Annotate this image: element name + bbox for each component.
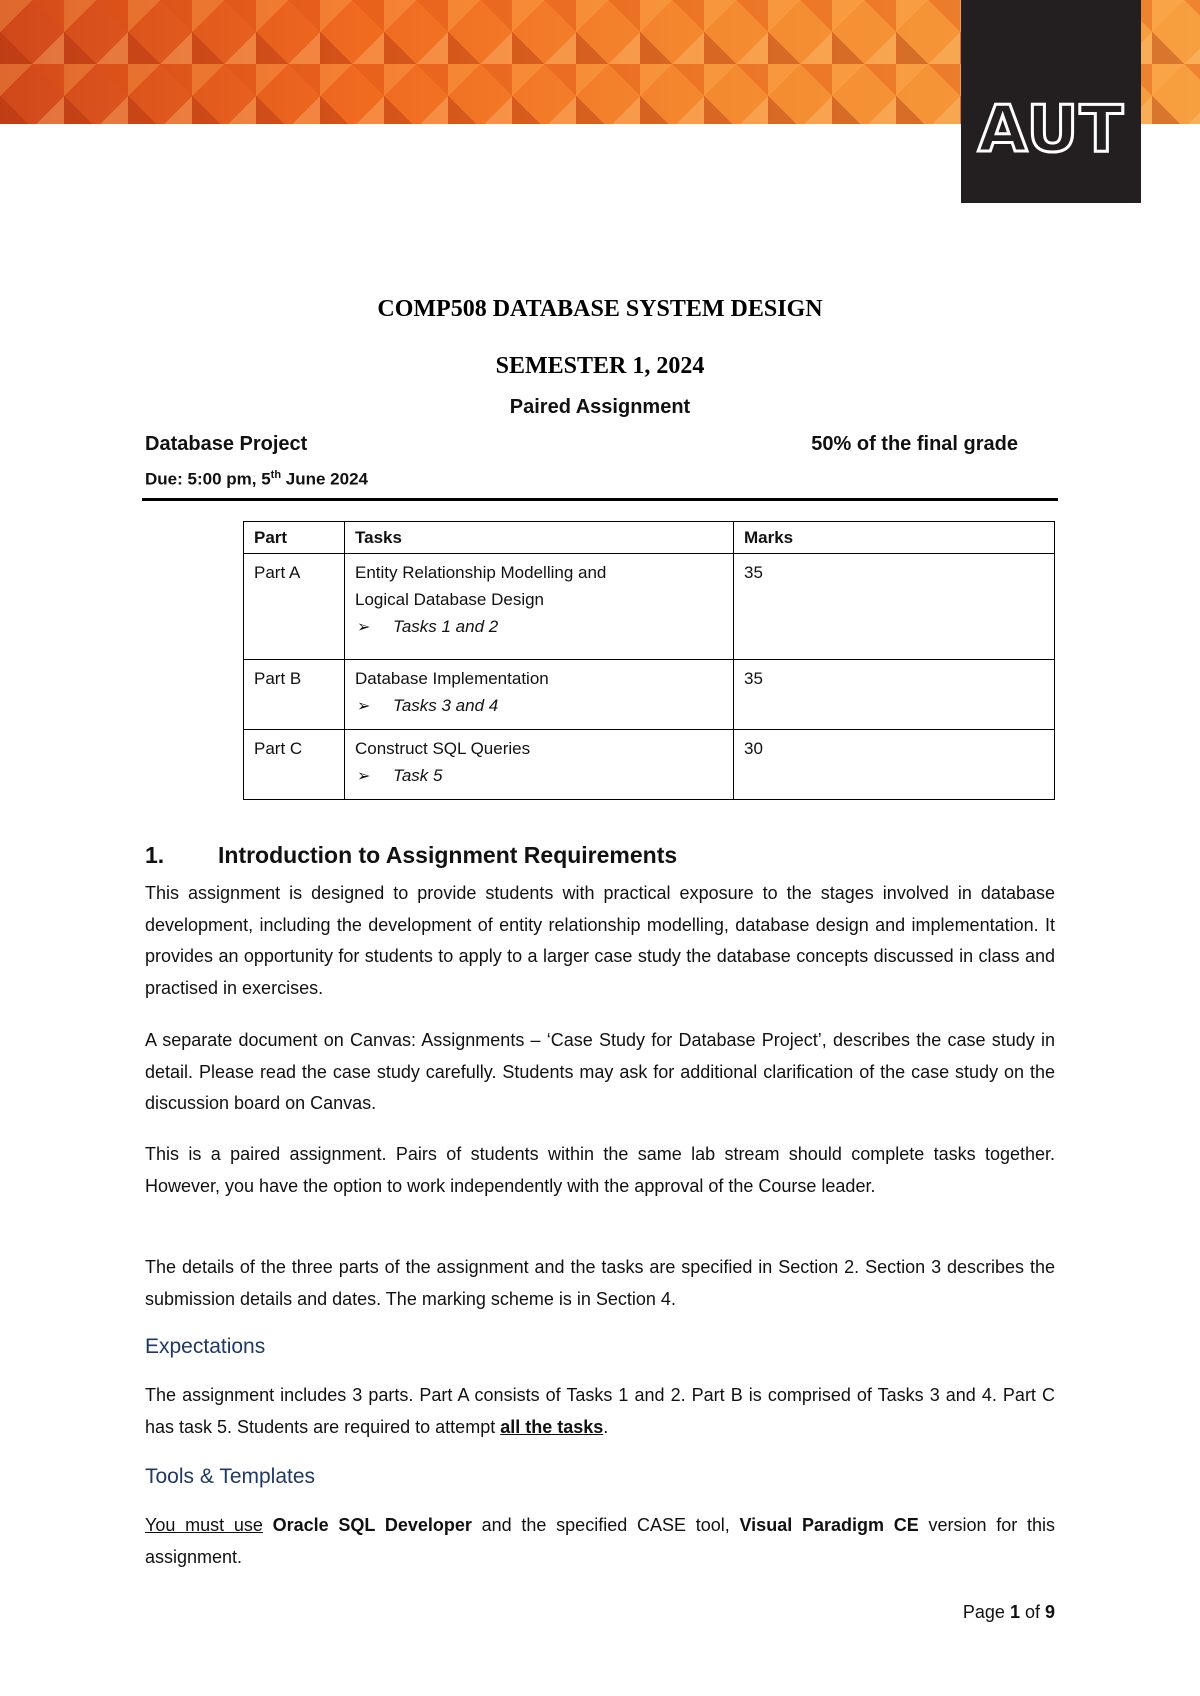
project-name: Database Project [145,433,308,455]
semester-title: SEMESTER 1, 2024 [495,353,705,379]
intro-paragraph-1: This assignment is designed to provide students with practical exposure to the stages involved in database development, including the development of entity relationship modelling, database design and implementation. It provides an opportunity for students to apply to a larger case study the database concepts discussed in class and practised in exercises. [145,883,1055,998]
arrow-bullet-icon: ➢ [357,619,371,636]
tasks-cell: Entity Relationship Modelling and Logical Database Design ➢ Tasks 1 and 2 [345,554,734,660]
arrow-bullet-icon: ➢ [357,768,371,785]
table-header-tasks: Tasks [345,522,734,554]
subtask: ➢ Tasks 1 and 2 [355,613,723,641]
part-cell: Part A [244,554,345,660]
page-number: Page 1 of 9 [962,1602,1055,1622]
part-cell: Part C [244,730,345,800]
aut-logo-text: AUT [977,93,1125,167]
subtask: ➢ Task 5 [355,762,723,790]
marks-cell: 30 [734,730,1055,800]
marks-table [243,521,1055,800]
table-header-part: Part [244,522,345,554]
tasks-cell: Construct SQL Queries ➢ Task 5 [345,730,734,800]
tools-heading: Tools & Templates [145,1465,316,1488]
marks-cell: 35 [734,660,1055,730]
due-date: Due: 5:00 pm, 5th June 2024 [145,469,368,489]
table-row [244,554,1055,660]
course-title: COMP508 DATABASE SYSTEM DESIGN [377,296,823,322]
tools-paragraph: You must use Oracle SQL Developer and the specified CASE tool, Visual Paradigm CE version for this assignment. [145,1515,1055,1567]
title-divider [142,498,1058,501]
aut-logo [961,0,1141,203]
assignment-type: Paired Assignment [509,396,691,418]
section-1-heading: 1. Introduction to Assignment Requirements [145,842,678,868]
tasks-cell: Database Implementation ➢ Tasks 3 and 4 [345,660,734,730]
intro-paragraph-2: A separate document on Canvas: Assignments – ‘Case Study for Database Project’, describes the case study in detail. Please read the case study carefully. Students may ask for additional clarification of the case study on the discussion board on Canvas. [145,1030,1055,1113]
subtask: ➢ Tasks 3 and 4 [355,692,723,720]
part-cell: Part B [244,660,345,730]
arrow-bullet-icon: ➢ [357,698,371,715]
intro-paragraph-3: This is a paired assignment. Pairs of students within the same lab stream should complete tasks together. However, you have the option to work independently with the approval of the Course leader. [145,1144,1055,1196]
table-row [244,660,1055,730]
marks-cell: 35 [734,554,1055,660]
expectations-heading: Expectations [145,1335,266,1358]
table-header-marks: Marks [734,522,1055,554]
intro-paragraph-4: The details of the three parts of the assignment and the tasks are specified in Section 2. Section 3 describes the submission details and dates. The marking scheme is in Section 4. [145,1257,1055,1309]
expectations-paragraph: The assignment includes 3 parts. Part A consists of Tasks 1 and 2. Part B is comprised of Tasks 3 and 4. Part C has task 5. Students are required to attempt all the tasks. [145,1385,1055,1437]
table-header-row [244,522,1055,554]
grade-weight: 50% of the final grade [811,433,1018,455]
table-row [244,730,1055,800]
